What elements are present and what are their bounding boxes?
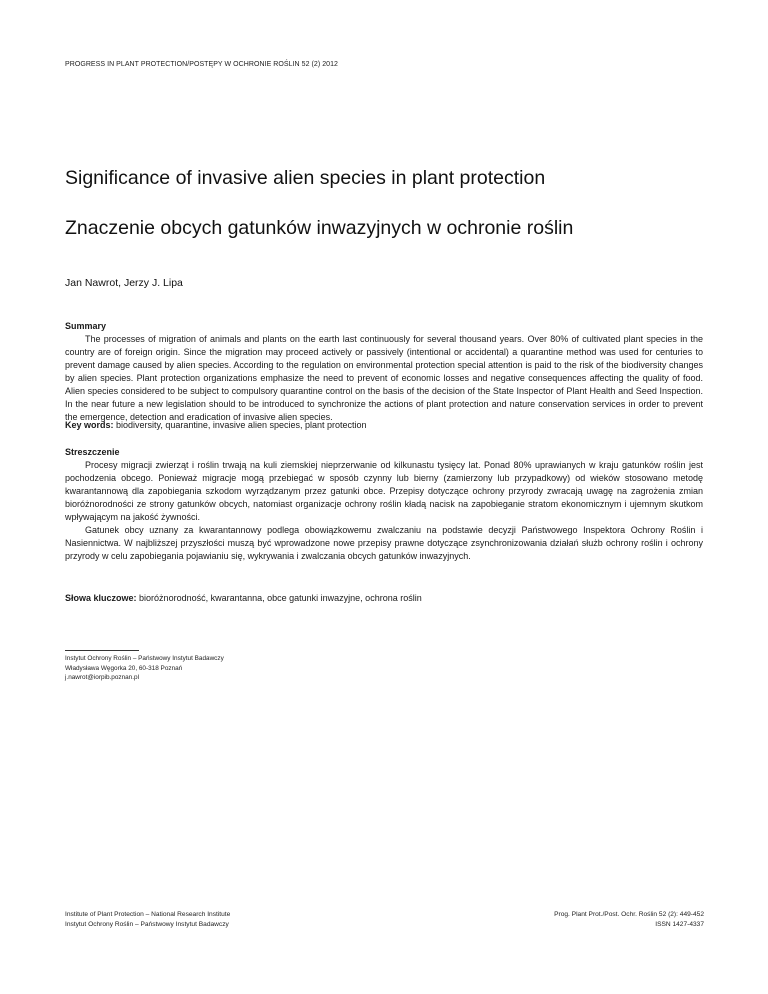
author-affiliation-footnote (65, 654, 224, 683)
slowa-kluczowe-label: Słowa kluczowe: (65, 593, 137, 603)
footnote-address: Władysława Węgorka 20, 60-318 Poznań (65, 664, 183, 672)
footer-journal-citation: Prog. Plant Prot./Post. Ochr. Roślin 52 (2): 449-452 (554, 911, 704, 918)
keywords-english (65, 419, 705, 432)
keywords-text: biodiversity, quarantine, invasive alien species, plant protection (116, 420, 367, 430)
streszczenie-section (65, 446, 703, 563)
footer-institute-english: Institute of Plant Protection – National Research Institute (65, 911, 231, 918)
running-head: PROGRESS IN PLANT PROTECTION/POSTĘPY W OCHRONIE ROŚLIN 52 (2) 2012 (65, 61, 338, 68)
footnote-email: j.nawrot@iorpib.poznan.pl (65, 674, 139, 681)
keywords-label: Key words: (65, 420, 114, 430)
slowa-kluczowe-text: bioróżnorodność, kwarantanna, obce gatunki inwazyjne, ochrona roślin (139, 593, 422, 603)
article-title-english: Significance of invasive alien species in plant protection (65, 167, 546, 189)
footnote-divider (65, 650, 139, 651)
footer-issn: ISSN 1427-4337 (655, 921, 704, 928)
streszczenie-paragraph-1: Procesy migracji zwierząt i roślin trwają na kuli ziemskiej nieprzerwanie od kilkunastu tysięcy lat. Ponad 80% uprawianych w kraju gatunków roślin jest pochodzenia obcego. Ponieważ migracje mogą przebiegać w sposób czynny lub bierny (zamierzony lub przypadkowy) od wieków stosowano metodę kwarantannową dla zapobiegania szkodom wyrządzanym przez gatunki obce. Przepisy dotyczące ochrony przyrody zwracają uwagę na zagrożenia zmian bioróżnorodności ze strony gatunków obcych, natomiast organizacje ochrony roślin kładą nacisk na zapobieganie stratom ekonomicznym i ujemnym skutkom wpływającym na jakość żywności. (65, 460, 703, 522)
keywords-polish (65, 592, 705, 605)
footer-institute (65, 910, 230, 930)
article-title-polish: Znaczenie obcych gatunków inwazyjnych w ochronie roślin (65, 217, 574, 239)
footnote-institution: Instytut Ochrony Roślin – Państwowy Instytut Badawczy (65, 655, 224, 662)
summary-heading: Summary (65, 321, 107, 331)
author-list: Jan Nawrot, Jerzy J. Lipa (65, 277, 183, 289)
streszczenie-heading: Streszczenie (65, 447, 120, 457)
footer-citation (554, 910, 704, 930)
footer-institute-polish: Instytut Ochrony Roślin – Państwowy Instytut Badawczy (65, 921, 229, 928)
summary-section (65, 320, 703, 424)
summary-paragraph: The processes of migration of animals and plants on the earth last continuously for several thousand years. Over 80% of cultivated plant species in the country are of foreign origin. Since the migration may proceed actively or passively (intentional or accidental) a quarantine method was used for centuries to prevent damage caused by alien species. According to the regulation on environmental protection special attention is paid to the risk of the biodiversity changes by alien species. Plant protection organizations emphasize the need to prevent of economic losses and negative consequences affecting the quality of food. Alien species considered to be subject to compulsory quarantine control on the basis of the decision of the State Inspector of Plant Health and Seed Inspection. In the near future a new legislation should to be introduced to synchronize the actions of plant protection and nature conservation services in order to prevent the emergence, detection and eradication of invasive alien species. (65, 334, 703, 422)
streszczenie-paragraph-2: Gatunek obcy uznany za kwarantannowy podlega obowiązkowemu zwalczaniu na podstawie decyzji Państwowego Inspektora Ochrony Roślin i Nasiennictwa. W najbliższej przyszłości muszą być wprowadzone nowe przepisy prawne dotyczące zsynchronizowania działań służb ochrony roślin i ochrony przyrody w celu zapobiegania pojawianiu się, wykrywania i zwalczania obcych gatunków inwazyjnych. (65, 525, 703, 561)
